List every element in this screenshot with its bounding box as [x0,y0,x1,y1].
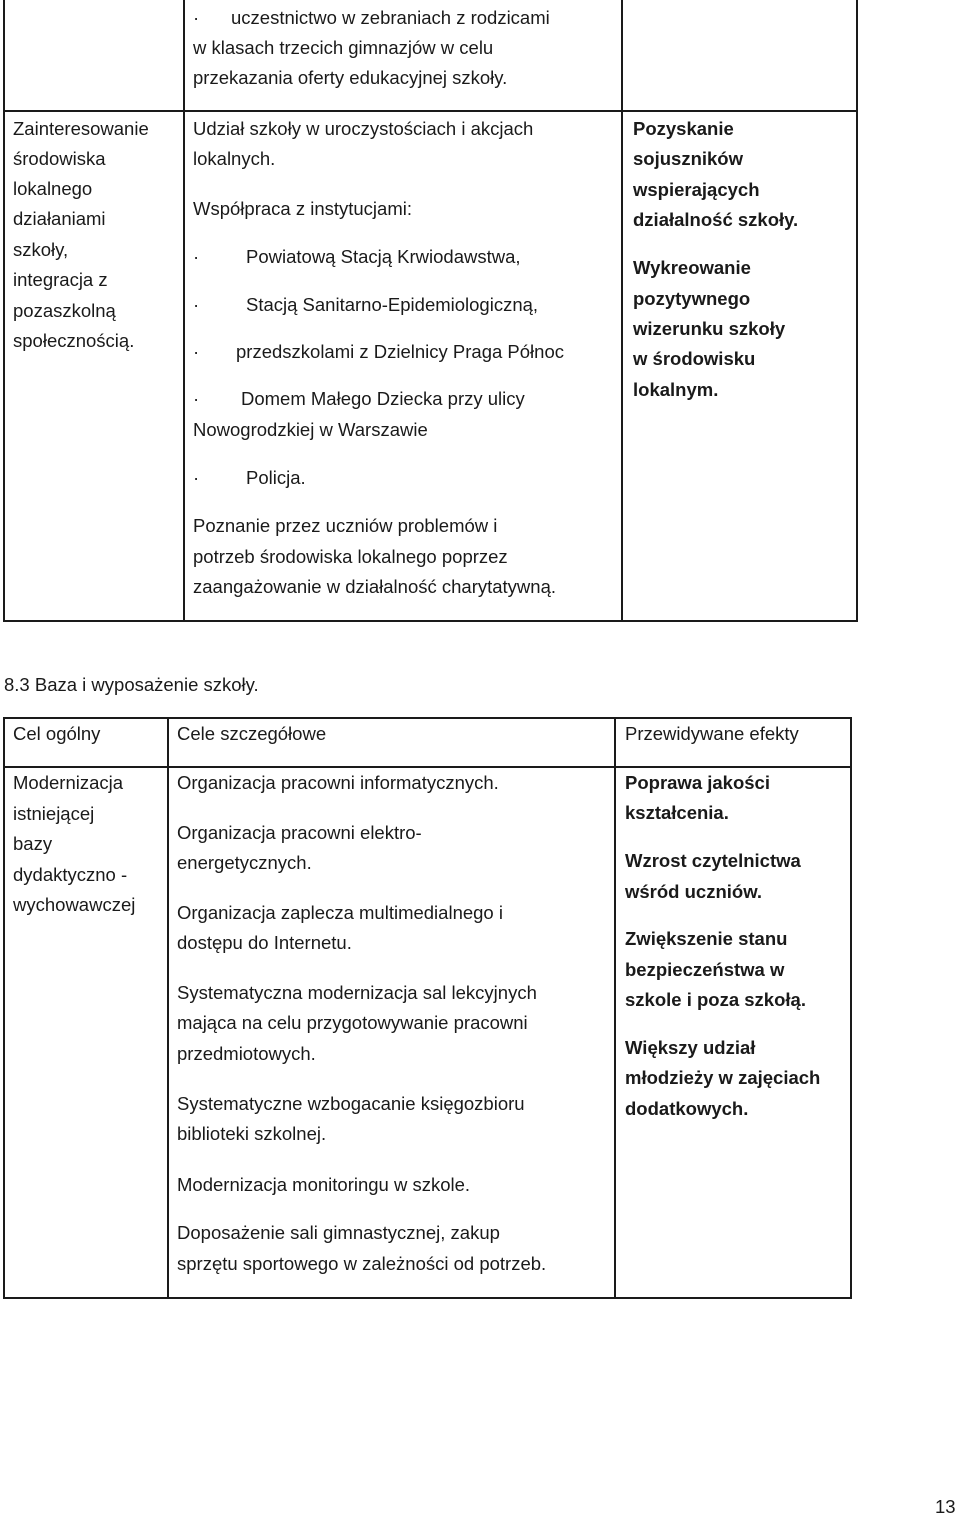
row0-line: przekazania oferty edukacyjnej szkoły. [193,67,508,88]
table2-border-bottom [3,1297,852,1299]
header-przewidywane-efekty: Przewidywane efekty [625,723,799,744]
wspolpraca-heading: Współpraca z instytucjami: [193,198,412,219]
table1-border-left [3,0,5,622]
effect-line: Poprawa jakości [625,772,770,793]
effect-line: szkole i poza szkołą. [625,989,806,1010]
effect-line: działalność szkoły. [633,209,799,230]
table1-border-col2 [621,0,623,622]
institution-item: przedszkolami z Dzielnicy Praga Północ [236,341,564,362]
table2-border-col2 [614,717,616,1299]
table1-border-col1 [183,0,185,622]
goal-line: społecznością. [13,330,135,351]
objective-line: Organizacja pracowni elektro- [177,822,422,843]
objective-line: Systematyczne wzbogacanie księgozbioru [177,1093,525,1114]
effect-line: Większy udział [625,1037,756,1058]
effect-line: dodatkowych. [625,1098,749,1119]
row0-line: w klasach trzecich gimnazjów w celu [193,37,494,58]
bullet-marker: · [193,7,200,28]
effect-line: bezpieczeństwa w [625,959,785,980]
table2-border-col1 [167,717,169,1299]
goal-line: integracja z [13,269,108,290]
table2-border-right [850,717,852,1299]
poznanie-line: Poznanie przez uczniów problemów i [193,515,498,536]
effect-line: lokalnym. [633,379,719,400]
effect-line: Zwiększenie stanu [625,928,788,949]
objective-line: Modernizacja monitoringu w szkole. [177,1174,471,1195]
objective-line: Systematyczna modernizacja sal lekcyjnych [177,982,537,1003]
goal-line: Zainteresowanie [13,118,149,139]
bullet-marker: · [193,294,200,315]
objective-line: biblioteki szkolnej. [177,1123,327,1144]
poznanie-line: zaangażowanie w działalność charytatywną. [193,576,557,597]
institution-item: Domem Małego Dziecka przy ulicy [241,388,525,409]
objective-line: dostępu do Internetu. [177,932,352,953]
bullet-marker: · [193,467,200,488]
poznanie-line: potrzeb środowiska lokalnego poprzez [193,546,508,567]
goal-line: wychowawczej [13,894,136,915]
objective-line: Organizacja zaplecza multimedialnego i [177,902,503,923]
objective-line: energetycznych. [177,852,312,873]
objective-line: Doposażenie sali gimnastycznej, zakup [177,1222,500,1243]
objective-line: sprzętu sportowego w zależności od potrzeb. [177,1253,547,1274]
table1-row-divider [3,110,858,112]
institution-item: Powiatową Stacją Krwiodawstwa, [246,246,521,267]
table1-border-bottom [3,620,858,622]
effect-line: wizerunku szkoły [633,318,786,339]
effect-line: kształcenia. [625,802,729,823]
bullet-marker: · [193,388,200,409]
objective-line: Organizacja pracowni informatycznych. [177,772,499,793]
effect-line: Wykreowanie [633,257,751,278]
header-cele-szczegolowe: Cele szczegółowe [177,723,327,744]
goal-line: dydaktyczno - [13,864,128,885]
institution-item-continued: Nowogrodzkiej w Warszawie [193,419,428,440]
effect-line: w środowisku [633,348,756,369]
table1-border-right [856,0,858,622]
effect-line: wśród uczniów. [625,881,763,902]
effect-line: sojuszników [633,148,743,169]
section-heading: 8.3 Baza i wyposażenie szkoły. [4,674,259,695]
effect-line: wspierających [633,179,760,200]
header-cel-ogolny: Cel ogólny [13,723,101,744]
page-number: 13 [935,1496,956,1517]
goal-line: lokalnego [13,178,93,199]
effect-line: Wzrost czytelnictwa [625,850,801,871]
goal-line: pozaszkolną [13,300,116,321]
bullet-marker: · [193,341,200,362]
table2-border-left [3,717,5,1299]
goal-line: istniejącej [13,803,95,824]
institution-item: Stacją Sanitarno-Epidemiologiczną, [246,294,539,315]
bullet-marker: · [193,246,200,267]
goal-line: środowiska [13,148,106,169]
udzial-line: lokalnych. [193,148,276,169]
goal-line: bazy [13,833,53,854]
objective-line: mająca na celu przygotowywanie pracowni [177,1012,528,1033]
udzial-line: Udział szkoły w uroczystościach i akcjach [193,118,534,139]
row0-line: uczestnictwo w zebraniach z rodzicami [231,7,550,28]
effect-line: pozytywnego [633,288,751,309]
objective-line: przedmiotowych. [177,1043,316,1064]
goal-line: działaniami [13,208,106,229]
effect-line: Pozyskanie [633,118,734,139]
goal-line: szkoły, [13,239,69,260]
goal-line: Modernizacja [13,772,124,793]
institution-item: Policja. [246,467,306,488]
effect-line: młodzieży w zajęciach [625,1067,821,1088]
